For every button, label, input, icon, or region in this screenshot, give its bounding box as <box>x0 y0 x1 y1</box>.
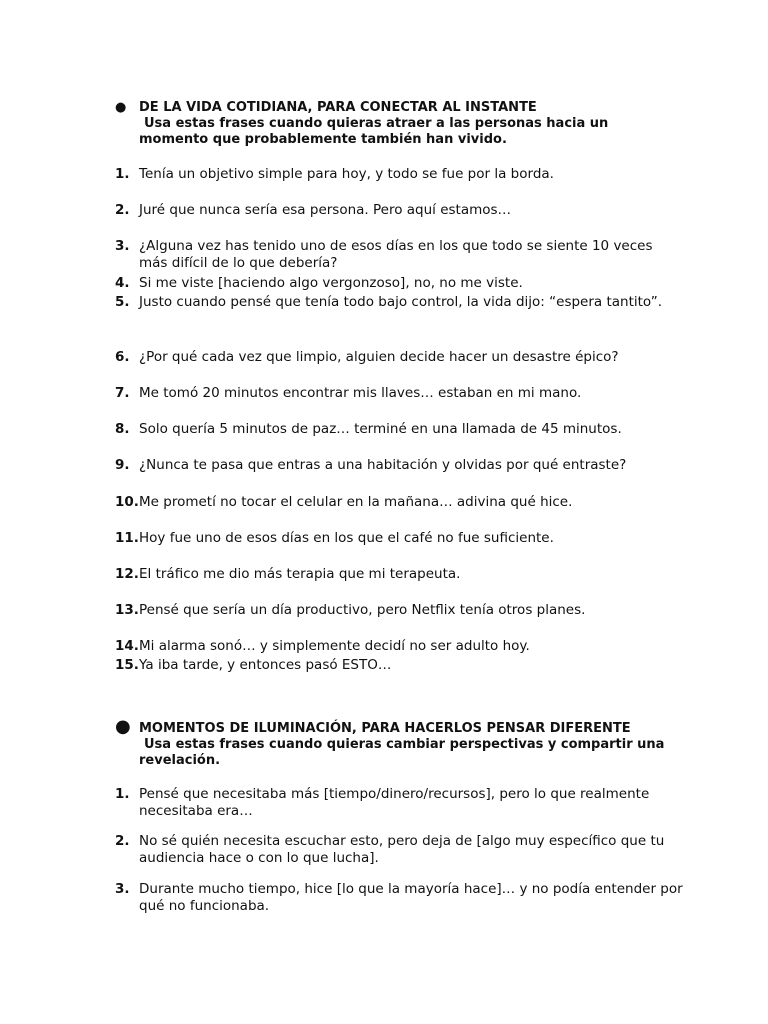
section-heading <box>0 716 768 769</box>
section-subtitle: Usa estas frases cuando quieras cambiar perspectivas y compartir una revelación. <box>139 737 665 768</box>
section-title: MOMENTOS DE ILUMINACIÓN, PARA HACERLOS PENSAR DIFERENTE <box>139 721 631 736</box>
item-text: ¿Alguna vez has tenido uno de esos días en los que todo se siente 10 veces más difícil de lo que debería? <box>139 238 653 271</box>
section-daily-life <box>0 100 768 148</box>
item-number: 14. <box>115 638 139 654</box>
bullet-icon: ● <box>115 716 131 737</box>
item-text: Pensé que necesitaba más [tiempo/dinero/recursos], pero lo que realmente necesitaba era… <box>139 786 650 819</box>
item-number: 10. <box>115 494 139 510</box>
section-subtitle: Usa estas frases cuando quieras atraer a las personas hacia un momento que probablemente también han vivido. <box>139 116 609 147</box>
item-text: ¿Por qué cada vez que limpio, alguien decide hacer un desastre épico? <box>139 349 619 365</box>
item-number: 11. <box>115 530 139 546</box>
section-heading <box>0 100 768 148</box>
item-text: Me prometí no tocar el celular en la mañana… adivina qué hice. <box>139 494 573 510</box>
bullet-icon: ● <box>115 100 127 115</box>
item-number: 1. <box>115 166 130 182</box>
item-number: 9. <box>115 457 130 473</box>
item-number: 5. <box>115 294 130 310</box>
section-insight <box>0 716 768 769</box>
item-text: Me tomó 20 minutos encontrar mis llaves… estaban en mi mano. <box>139 385 582 401</box>
item-number: 8. <box>115 421 130 437</box>
item-number: 6. <box>115 349 130 365</box>
item-text: Durante mucho tiempo, hice [lo que la mayoría hace]… y no podía entender por qué no funcionaba. <box>139 881 683 914</box>
item-text: Hoy fue uno de esos días en los que el café no fue suficiente. <box>139 530 554 546</box>
item-text: Si me viste [haciendo algo vergonzoso], no, no me viste. <box>139 275 523 291</box>
item-text: Tenía un objetivo simple para hoy, y todo se fue por la borda. <box>139 166 554 182</box>
item-text: Mi alarma sonó… y simplemente decidí no ser adulto hoy. <box>139 638 530 654</box>
item-text: Juré que nunca sería esa persona. Pero aquí estamos… <box>139 202 512 218</box>
item-text: Ya iba tarde, y entonces pasó ESTO… <box>139 657 392 673</box>
item-number: 2. <box>115 833 130 849</box>
item-text: ¿Nunca te pasa que entras a una habitación y olvidas por qué entraste? <box>139 457 627 473</box>
item-number: 2. <box>115 202 130 218</box>
item-number: 3. <box>115 238 130 254</box>
item-number: 1. <box>115 786 130 802</box>
item-text: Pensé que sería un día productivo, pero Netflix tenía otros planes. <box>139 602 586 618</box>
item-number: 12. <box>115 566 139 582</box>
item-number: 15. <box>115 657 139 673</box>
item-text: Justo cuando pensé que tenía todo bajo control, la vida dijo: “espera tantito”. <box>139 294 662 310</box>
item-text: Solo quería 5 minutos de paz… terminé en una llamada de 45 minutos. <box>139 421 622 437</box>
item-number: 4. <box>115 275 130 291</box>
section-title: DE LA VIDA COTIDIANA, PARA CONECTAR AL INSTANTE <box>139 100 537 115</box>
item-text: No sé quién necesita escuchar esto, pero deja de [algo muy específico que tu audiencia hace o con lo que lucha]. <box>139 833 665 866</box>
item-number: 7. <box>115 385 130 401</box>
item-text: El tráfico me dio más terapia que mi terapeuta. <box>139 566 461 582</box>
item-number: 13. <box>115 602 139 618</box>
item-number: 3. <box>115 881 130 897</box>
